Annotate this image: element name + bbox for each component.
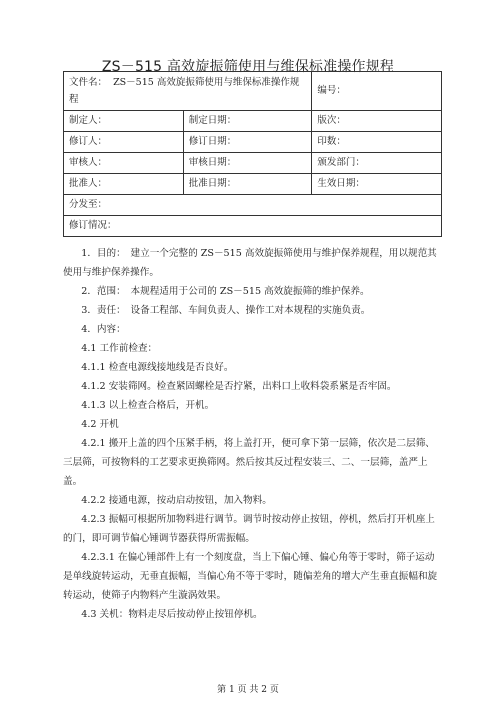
table-cell: 制定人： xyxy=(64,111,184,132)
file-name-value: ZS－515 高效旋振筛使用与维保标准操作规程 xyxy=(69,77,300,105)
paragraph: 4.1.1 检查电源线接地线是否良好。 xyxy=(81,362,234,373)
table-row xyxy=(64,174,442,195)
table-cell: 制定日期： xyxy=(183,111,312,132)
table-row xyxy=(64,153,442,174)
paragraph: 4.1.2 安装筛网。检查紧固螺栓是否拧紧，出料口上收料袋系紧是否牢固。 xyxy=(81,381,397,392)
table-cell: 批准人： xyxy=(64,174,184,195)
table-cell: 审核日期： xyxy=(183,153,312,174)
table-row xyxy=(64,216,442,237)
table-cell: 修订人： xyxy=(64,132,184,153)
page-footer: 第 1 页 共 2 页 xyxy=(217,685,279,695)
table-row xyxy=(64,111,442,132)
file-name-label: 文件名： xyxy=(69,77,108,88)
paragraph: 4.2.3 振幅可根据所加物料进行调节。调节时按动停止按钮，停机，然后打开机座上的门，即可调节偏心锤调节器获得所需振幅。 xyxy=(63,514,435,544)
table-cell: 版次： xyxy=(312,111,442,132)
table-cell: 颁发部门： xyxy=(312,153,442,174)
paragraph-responsibility: 3．责任： 设备工程部、车间负责人、操作工对本规程的实施负责。 xyxy=(81,305,371,316)
document-body xyxy=(63,244,442,624)
paragraph-purpose: 1．目的： 建立一个完整的 ZS－515 高效旋振筛使用与维护保养规程，用以规范其使用与维护保养操作。 xyxy=(63,248,437,278)
code-label: 编号： xyxy=(317,85,346,96)
table-cell: 审核人： xyxy=(64,153,184,174)
table-cell: 修订日期： xyxy=(183,132,312,153)
paragraph: 4.3 关机：物料走尽后按动停止按钮停机。 xyxy=(81,609,263,620)
table-row xyxy=(64,132,442,153)
paragraph: 4.2.1 搬开上盖的四个压紧手柄，将上盖打开，便可拿下第一层筛，依次是二层筛、三层筛，可按物料的工艺要求更换筛网。然后按其反过程安装三、二、一层筛，盖严上盖。 xyxy=(63,438,435,487)
code-cell xyxy=(312,72,442,111)
section-heading: 4.2 开机 xyxy=(81,419,119,430)
table-cell: 印数： xyxy=(312,132,442,153)
document-info-table xyxy=(63,71,442,237)
paragraph-content-heading: 4．内容： xyxy=(81,324,126,335)
document-title: ZS－515 高效旋振筛使用与维保标准操作规程 xyxy=(101,59,395,75)
table-cell: 批准日期： xyxy=(183,174,312,195)
paragraph: 4.2.2 接通电源，按动启动按钮，加入物料。 xyxy=(81,495,272,506)
revision-cell: 修订情况： xyxy=(64,216,442,237)
table-row xyxy=(64,195,442,216)
table-row xyxy=(64,72,442,111)
paragraph: 4.1.3 以上检查合格后，开机。 xyxy=(81,400,215,411)
distribution-cell: 分发至： xyxy=(64,195,442,216)
paragraph: 4.2.3.1 在偏心锤部件上有一个刻度盘，当上下偏心锤、偏心角等于零时，筛子运动是单线旋转运动，无垂直振幅，当偏心角不等于零时，随偏差角的增大产生垂直振幅和旋转运动，使筛子内物料产生漩涡效果。 xyxy=(63,552,438,601)
section-heading: 4.1 工作前检查： xyxy=(81,343,158,354)
table-cell: 生效日期： xyxy=(312,174,442,195)
file-name-cell xyxy=(64,72,312,111)
paragraph-scope: 2．范围： 本规程适用于公司的 ZS－515 高效旋振筛的维护保养。 xyxy=(81,286,370,297)
